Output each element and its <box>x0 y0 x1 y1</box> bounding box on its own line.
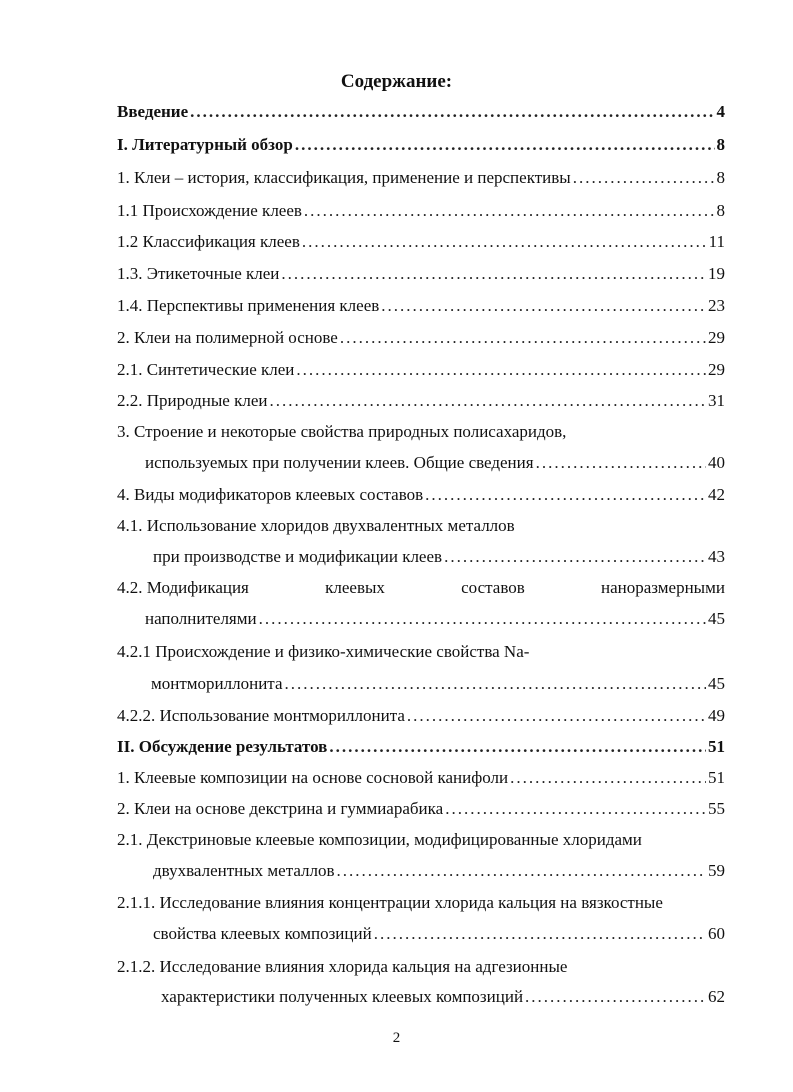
leader-dots <box>510 766 706 790</box>
toc-entry-text: 1. Клеевые композиции на основе сосновой канифоли <box>117 768 509 787</box>
toc-entry-page: 31 <box>708 391 725 410</box>
leader-dots <box>407 704 706 728</box>
toc-entry-page: 60 <box>708 924 725 943</box>
toc-entry-text: 2.1. Декстриновые клеевые композиции, модифицированные хлоридами <box>117 830 642 849</box>
toc-entry-page: 42 <box>708 485 725 504</box>
toc-entry-text: 2. Клеи на полимерной основе <box>117 328 338 347</box>
toc-entry-page: 45 <box>708 609 725 628</box>
justified-word: клеевых <box>325 578 385 597</box>
toc-entry-text: 1. Клеи – история, классификация, применение и перспективы <box>117 168 571 187</box>
toc-entry-text: I. Литературный обзор <box>117 135 293 154</box>
leader-dots <box>329 735 706 759</box>
toc-entry-page: 29 <box>708 328 725 347</box>
toc-entry-text: 1.4. Перспективы применения клеев <box>117 296 380 315</box>
toc-entry-text: 4.2.2. Использование монтмориллонита <box>117 706 405 725</box>
toc-entry-text: 4. Виды модификаторов клеевых составов <box>117 485 424 504</box>
leader-dots <box>295 133 715 157</box>
toc-entry-text: 3. Строение и некоторые свойства природных полисахаридов, <box>117 422 567 441</box>
toc-entry <box>117 166 725 190</box>
toc-entry <box>145 607 725 631</box>
leader-dots <box>296 358 706 382</box>
toc-entry-page: 51 <box>708 768 725 787</box>
toc-entry <box>117 483 725 507</box>
toc-entry <box>145 451 725 475</box>
toc-entry-page: 55 <box>708 799 725 818</box>
leader-dots <box>259 607 706 631</box>
toc-entry-text: при производстве и модификации клеев <box>153 547 443 566</box>
toc-entry-text: 4.1. Использование хлоридов двухвалентных металлов <box>117 516 515 535</box>
table-of-contents <box>117 0 725 1040</box>
toc-entry-text: свойства клеевых композиций <box>153 924 372 943</box>
toc-entry-text: II. Обсуждение результатов <box>117 737 328 756</box>
toc-entry <box>161 985 725 1009</box>
toc-entry-part-2 <box>117 735 725 759</box>
toc-entry-text: 2.2. Природные клеи <box>117 391 268 410</box>
toc-entry-text: Введение <box>117 102 189 121</box>
leader-dots <box>381 294 706 318</box>
toc-entry-page: 4 <box>716 102 725 121</box>
toc-entry-text: 2. Клеи на основе декстрина и гуммиарабика <box>117 799 444 818</box>
leader-dots <box>190 100 714 124</box>
leader-dots <box>536 451 706 475</box>
toc-entry-part-1 <box>117 133 725 157</box>
leader-dots <box>425 483 706 507</box>
toc-entry-text: двухвалентных металлов <box>153 861 335 880</box>
leader-dots <box>445 797 706 821</box>
toc-entry-page: 62 <box>708 987 725 1006</box>
toc-entry <box>117 230 725 254</box>
justified-word: составов <box>461 578 525 597</box>
toc-entry-text: 2.1.2. Исследование влияния хлорида кальция на адгезионные <box>117 957 568 976</box>
toc-entry-text: 1.3. Этикеточные клеи <box>117 264 280 283</box>
toc-entry-text: используемых при получении клеев. Общие сведения <box>145 453 534 472</box>
toc-entry-text: наполнителями <box>145 609 257 628</box>
toc-entry-page: 8 <box>716 168 725 187</box>
toc-entry-page: 11 <box>708 232 725 251</box>
toc-entry <box>117 262 725 286</box>
toc-entry-page: 40 <box>708 453 725 472</box>
toc-entry <box>153 545 725 569</box>
toc-entry-page: 8 <box>716 135 725 154</box>
toc-entry-page: 51 <box>708 737 725 756</box>
toc-entry-text: 4.2.1 Происхождение и физико-химические свойства Na- <box>117 642 530 661</box>
toc-entry <box>117 797 725 821</box>
toc-entry <box>117 326 725 350</box>
leader-dots <box>525 985 706 1009</box>
toc-entry-text: характеристики полученных клеевых композиций <box>161 987 524 1006</box>
toc-entry-page: 19 <box>708 264 725 283</box>
toc-entry-page: 23 <box>708 296 725 315</box>
toc-entry-text: 1.2 Классификация клеев <box>117 232 300 251</box>
toc-entry-page: 43 <box>708 547 725 566</box>
toc-entry-page: 29 <box>708 360 725 379</box>
toc-entry <box>117 358 725 382</box>
toc-entry-text: монтмориллонита <box>151 674 283 693</box>
toc-entry <box>117 766 725 790</box>
toc-entry-justified <box>117 576 725 600</box>
toc-entry <box>117 199 725 223</box>
toc-entry-text: 2.1. Синтетические клеи <box>117 360 295 379</box>
toc-entry-text: 1.1 Происхождение клеев <box>117 201 302 220</box>
toc-entry-intro <box>117 100 725 124</box>
toc-entry <box>151 672 725 696</box>
toc-entry <box>153 859 725 883</box>
toc-entry <box>153 922 725 946</box>
toc-entry <box>117 294 725 318</box>
leader-dots <box>374 922 706 946</box>
leader-dots <box>444 545 706 569</box>
toc-title: Содержание: <box>340 71 453 92</box>
page-number: 2 <box>392 1030 401 1046</box>
leader-dots <box>337 859 706 883</box>
leader-dots <box>284 672 706 696</box>
leader-dots <box>270 389 707 413</box>
leader-dots <box>302 230 707 254</box>
toc-entry-text: 2.1.1. Исследование влияния концентрации хлорида кальция на вязкостные <box>117 893 663 912</box>
toc-entry-page: 8 <box>716 201 725 220</box>
leader-dots <box>304 199 715 223</box>
toc-entry <box>117 704 725 728</box>
leader-dots <box>281 262 706 286</box>
justified-word: наноразмерными <box>601 578 725 597</box>
leader-dots <box>573 166 715 190</box>
toc-entry <box>117 389 725 413</box>
leader-dots <box>340 326 706 350</box>
toc-entry-page: 49 <box>708 706 725 725</box>
toc-entry-page: 45 <box>708 674 725 693</box>
toc-entry-page: 59 <box>708 861 725 880</box>
justified-word: 4.2. Модификация <box>117 578 249 597</box>
